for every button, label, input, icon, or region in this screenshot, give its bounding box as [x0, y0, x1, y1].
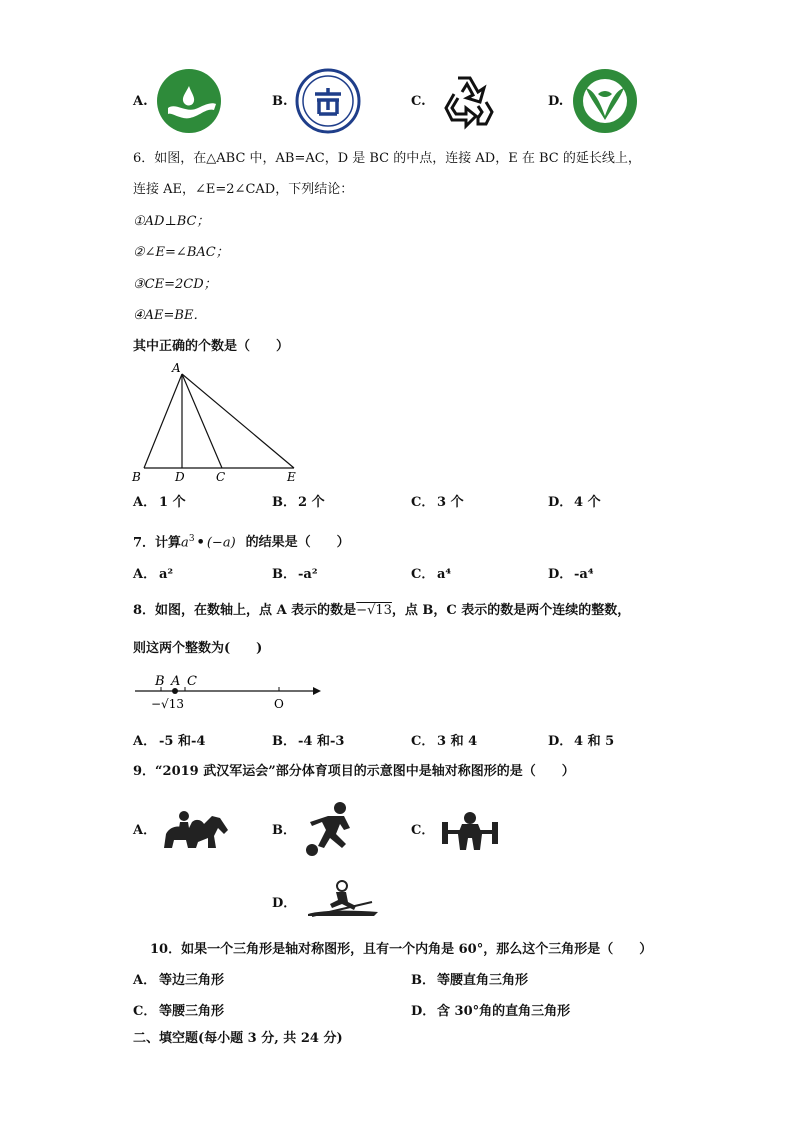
q6-option-a-label: A．	[133, 495, 157, 510]
q5-option-b-label: B.	[272, 94, 288, 109]
football-icon	[302, 800, 358, 858]
q6-label-a: A	[172, 361, 181, 375]
q8-option-d-label: D．	[548, 734, 573, 749]
q7-expr-a: a	[181, 535, 189, 551]
q9-stem: 9．“2019 武汉军运会”部分体育项目的示意图中是轴对称图形的是（ ）	[133, 764, 575, 779]
q5-option-d-label: D.	[548, 94, 564, 109]
q6-option-d-label: D．	[548, 495, 573, 510]
q6-option-d-text: 4 个	[574, 495, 601, 510]
q6-stem-line1: 6．如图，在△ABC 中，AB=AC，D 是 BC 的中点，连接 AD，E 在 BC 的延长线上，	[133, 151, 641, 166]
q10-option-c-text: 等腰三角形	[159, 1004, 225, 1019]
q8-option-c-label: C．	[411, 734, 435, 749]
q6-stem-line2: 连接 AE，∠E=2∠CAD，下列结论：	[133, 182, 354, 197]
q6-statement-2: ②∠E=∠BAC；	[133, 245, 229, 260]
q7-option-b-text: -a²	[298, 567, 318, 582]
q7-stem	[133, 530, 350, 552]
q8-option-b-label: B．	[272, 734, 296, 749]
circle-emblem-logo-icon	[295, 68, 361, 134]
green-food-logo-icon	[572, 68, 638, 134]
section-heading: 二、填空题(每小题 3 分, 共 24 分)	[133, 1031, 343, 1046]
q8-option-b-text: -4 和-3	[298, 734, 345, 749]
q10-option-b-label: B．	[411, 973, 435, 988]
q6-option-b-text: 2 个	[298, 495, 325, 510]
q6-option-a-text: 1 个	[159, 495, 186, 510]
q7-option-d-label: D．	[548, 567, 573, 582]
q10-option-c-label: C．	[133, 1004, 157, 1019]
q8-option-d-text: 4 和 5	[574, 734, 615, 749]
q9-option-a-label: A．	[133, 823, 157, 838]
q8-stem-line2: 则这两个整数为( )	[133, 641, 263, 656]
q7-option-c-text: a⁴	[437, 567, 452, 582]
q6-label-c: C	[216, 470, 226, 484]
q6-label-b: B	[132, 470, 141, 484]
q7-expr-dot: •	[196, 535, 205, 551]
q8-line1-suffix: ，点 B，C 表示的数是两个连续的整数，	[391, 603, 631, 618]
q7-option-a-label: A．	[133, 567, 157, 582]
q8-axis-a: A	[171, 674, 181, 689]
q7-option-b-label: B．	[272, 567, 296, 582]
q8-axis-c: C	[187, 674, 197, 689]
q5-option-a-label: A.	[133, 94, 148, 109]
q10-option-d-text: 含 30°角的直角三角形	[437, 1004, 571, 1019]
q8-option-c-text: 3 和 4	[437, 734, 478, 749]
q7-suffix: 的结果是（ ）	[245, 535, 350, 551]
q6-triangle-figure	[130, 362, 310, 487]
q8-option-a-text: -5 和-4	[159, 734, 206, 749]
q7-option-c-label: C．	[411, 567, 435, 582]
q9-option-c-label: C．	[411, 823, 435, 838]
q7-option-a-text: a²	[159, 567, 174, 582]
q8-axis-b: B	[155, 674, 165, 689]
q8-root-value: −√13	[356, 603, 392, 618]
recycle-logo-icon	[434, 68, 500, 134]
q8-stem-line1	[133, 602, 630, 620]
q8-axis-origin: O	[274, 697, 284, 711]
q6-statement-1: ①AD⊥BC；	[133, 214, 210, 229]
equestrian-icon	[162, 808, 232, 854]
q7-prefix: 7．计算	[133, 535, 182, 551]
q8-axis-root: −√13	[151, 697, 184, 711]
q6-statement-3: ③CE=2CD；	[133, 277, 217, 292]
q6-label-d: D	[175, 470, 185, 484]
q10-option-a-text: 等边三角形	[159, 973, 225, 988]
weightlifting-icon	[440, 810, 500, 854]
q6-option-b-label: B．	[272, 495, 296, 510]
q10-stem: 10．如果一个三角形是轴对称图形，且有一个内角是 60°，那么这个三角形是（ ）	[150, 942, 653, 957]
q9-option-d-label: D．	[272, 896, 297, 911]
q10-option-a-label: A．	[133, 973, 157, 988]
q7-expr-paren: (−a)	[206, 535, 236, 551]
q8-line1-prefix: 8．如图，在数轴上，点 A 表示的数是	[133, 603, 357, 618]
q8-option-a-label: A．	[133, 734, 157, 749]
q6-option-c-text: 3 个	[437, 495, 464, 510]
q7-expr-exponent: 3	[188, 534, 195, 544]
water-drop-logo-icon	[156, 68, 222, 134]
q10-option-d-label: D．	[411, 1004, 436, 1019]
q7-option-d-text: -a⁴	[574, 567, 594, 582]
q6-label-e: E	[287, 470, 296, 484]
rowing-icon	[302, 878, 382, 922]
q6-statement-4: ④AE=BE．	[133, 308, 207, 323]
q8-number-line-figure	[133, 670, 323, 715]
q10-option-b-text: 等腰直角三角形	[437, 973, 529, 988]
q5-option-c-label: C.	[411, 94, 426, 109]
q9-option-b-label: B．	[272, 823, 296, 838]
q6-option-c-label: C．	[411, 495, 435, 510]
q6-question: 其中正确的个数是（ ）	[133, 339, 290, 354]
